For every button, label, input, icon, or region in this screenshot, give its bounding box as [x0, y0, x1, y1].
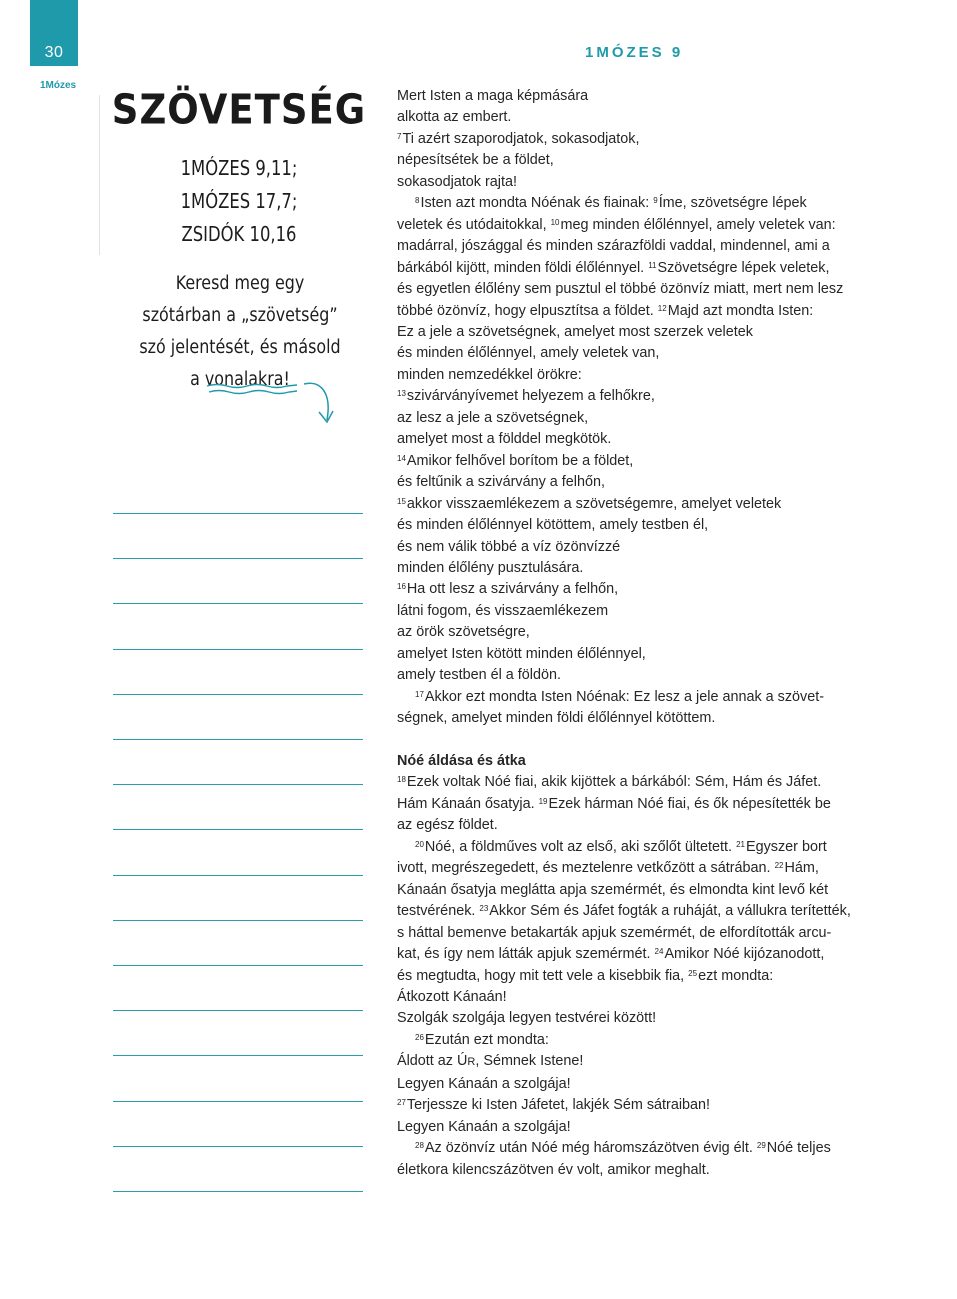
- spacer: [397, 730, 869, 751]
- verse-number: 7: [397, 131, 402, 141]
- text-line: Hám Kánaán ősatyja. $^{19}$Ezek hárman Nóé fiai, és ők népesítették be: [397, 795, 831, 812]
- writing-line: [113, 829, 363, 830]
- writing-line: [113, 739, 363, 740]
- text-line: és egyetlen élőlény sem pusztul el többé özönvíz miatt, mert nem lesz: [397, 281, 844, 298]
- writing-line: [113, 875, 363, 876]
- text-line: Áldott az ÚR, Sémnek Istene!: [397, 1053, 584, 1070]
- writing-line: [113, 1101, 363, 1102]
- text-line: $^{20}$Nóé, a földműves volt az első, aki szőlőt ültetett. $^{21}$Egyszer bort: [415, 838, 827, 855]
- verse-number: 15: [397, 496, 406, 506]
- running-header: 1MÓZES 9: [585, 44, 684, 61]
- writing-line: [113, 649, 363, 650]
- instruction-line: szótárban a „szövetség”: [142, 305, 338, 326]
- writing-line: [113, 694, 363, 695]
- writing-line: [113, 920, 363, 921]
- writing-line: [113, 1010, 363, 1011]
- text-line: testvérének. $^{23}$Akkor Sém és Jáfet fogták a ruháját, a vállukra terítették,: [397, 903, 851, 920]
- text-line: Szolgák szolgája legyen testvérei között!: [397, 1010, 657, 1027]
- writing-line: [113, 784, 363, 785]
- text-line: és nem válik többé a víz özönvízzé: [397, 538, 621, 555]
- text-line: minden élőlény pusztulására.: [397, 559, 584, 576]
- text-line: madárral, jószággal és minden szárazföldi vaddal, mindennel, ami a: [397, 238, 830, 255]
- text-line: $^7$Ti azért szaporodjatok, sokasodjatok,: [397, 130, 640, 147]
- text-line: Legyen Kánaán a szolgája!: [397, 1118, 571, 1135]
- sidebar-instruction: [112, 268, 368, 396]
- text-line: Mert Isten a maga képmására: [397, 88, 589, 104]
- text-line: Kánaán ősatyja meglátta apja szemérmét, és elmondta kint levő két: [397, 881, 829, 898]
- writing-line: [113, 558, 363, 559]
- verse-number: 19: [538, 796, 548, 806]
- instruction-line: Keresd meg egy: [175, 273, 305, 294]
- text-line: $^{17}$Akkor ezt mondta Isten Nóénak: Ez lesz a jele annak a szövet-: [415, 688, 825, 705]
- text-line: népesítsétek be a földet,: [397, 152, 554, 169]
- text-line: $^8$Isten azt mondta Nóénak és fiainak: $^9$Íme, szövetségre lépek: [415, 195, 807, 212]
- verse-number: 13: [397, 389, 406, 399]
- instruction-line: szó jelentését, és másold: [139, 337, 341, 358]
- verse-number: 11: [648, 260, 657, 270]
- text-line: $^{18}$Ezek voltak Nóé fiai, akik kijöttek a bárkából: Sém, Hám és Jáfet.: [397, 774, 822, 791]
- sidebar-divider: [99, 95, 100, 255]
- verse-number: 17: [415, 689, 424, 699]
- writing-line: [113, 603, 363, 604]
- text-line: az örök szövetségre,: [397, 624, 530, 641]
- instruction-underlined-word: vonalakra!: [204, 369, 290, 390]
- section-heading: Nóé áldása és átka: [397, 753, 526, 770]
- text-line: az egész földet.: [397, 817, 498, 834]
- verse-number: 24: [654, 947, 664, 957]
- text-line: Ez a jele a szövetségnek, amelyet most szerzek veletek: [397, 323, 753, 340]
- reference: 1MÓZES 9,11;: [180, 156, 298, 180]
- writing-line: [113, 1191, 363, 1192]
- verse-number: 23: [479, 904, 489, 914]
- verse-number: 12: [657, 303, 667, 313]
- reference: 1MÓZES 17,7;: [180, 189, 298, 213]
- verse-number: 20: [415, 839, 424, 849]
- text-line: amely testben él a földön.: [397, 667, 561, 684]
- text-line: sokasodjatok rajta!: [397, 173, 517, 190]
- writing-line: [113, 1055, 363, 1056]
- text-line: ségnek, amelyet minden földi élőlénnyel kötöttem.: [397, 710, 716, 727]
- text-line: $^{28}$Az özönvíz után Nóé még háromszázötven évig élt. $^{29}$Nóé teljes: [415, 1140, 831, 1157]
- page-number: 30: [44, 44, 64, 61]
- reference: ZSIDÓK 10,16: [181, 222, 297, 246]
- instruction-prefix: a: [190, 369, 205, 390]
- text-line: Átkozott Kánaán!: [397, 989, 507, 1006]
- verse-number: 27: [397, 1098, 406, 1108]
- sidebar-title: SZÖVETSÉG: [111, 85, 367, 134]
- verse-number: 21: [736, 839, 745, 849]
- writing-line: [113, 965, 363, 966]
- text-line: és feltűnik a szivárvány a felhőn,: [397, 474, 605, 491]
- text-line: és minden élőlénnyel, amely veletek van,: [397, 345, 660, 362]
- text-line: ivott, megrészegedett, és meztelenre vetkőzött a sátrában. $^{22}$Hám,: [397, 860, 819, 877]
- verse-number: 8: [415, 196, 420, 206]
- verse-number: 25: [688, 968, 698, 978]
- book-label: 1Mózes: [40, 80, 77, 91]
- text-line: $^{15}$akkor visszaemlékezem a szövetségemre, amelyet veletek: [397, 495, 782, 512]
- sidebar-references: [108, 152, 370, 251]
- text-line: bárkából kijött, minden földi élőlénnyel. $^{11}$Szövetségre lépek veletek,: [397, 259, 830, 276]
- curved-arrow-icon: [302, 378, 338, 428]
- text-line: többé özönvíz, hogy elpusztítsa a földet. $^{12}$Majd azt mondta Isten:: [397, 302, 814, 319]
- writing-line: [113, 513, 363, 514]
- text-line: amelyet Isten kötött minden élőlénnyel,: [397, 645, 646, 662]
- writing-line: [113, 1146, 363, 1147]
- text-line: s háttal bemenve betakarták apjuk szemérmét, de elfordították arcu-: [397, 924, 832, 941]
- text-line: veletek és utódaitokkal, $^{10}$meg minden élőlénnyel, amely veletek van:: [397, 216, 836, 233]
- text-line: $^{13}$szivárványívemet helyezem a felhőkre,: [397, 388, 655, 405]
- text-line: kat, és így nem látták apjuk szemérmét. $^{24}$Amikor Nóé kijózanodott,: [397, 946, 825, 963]
- verse-number: 26: [415, 1032, 424, 1042]
- text-line: $^{14}$Amikor felhővel borítom be a földet,: [397, 452, 634, 469]
- text-line: látni fogom, és visszaemlékezem: [397, 602, 609, 619]
- text-line: $^{26}$Ezután ezt mondta:: [415, 1031, 549, 1048]
- verse-number: 10: [550, 217, 560, 227]
- verse-number: 16: [397, 582, 406, 592]
- text-line: és minden élőlénnyel kötöttem, amely testben él,: [397, 517, 709, 534]
- squiggle-underline: [205, 382, 300, 396]
- text-line: az lesz a jele a szövetségnek,: [397, 409, 589, 426]
- bible-text: [397, 86, 869, 1181]
- text-line: minden nemzedékkel örökre:: [397, 366, 582, 383]
- text-line: amelyet most a földdel megkötök.: [397, 431, 612, 448]
- text-line: Legyen Kánaán a szolgája!: [397, 1075, 571, 1092]
- verse-number: 18: [397, 775, 406, 785]
- verse-number: 22: [774, 861, 784, 871]
- verse-number: 9: [653, 196, 658, 206]
- page-number-tab: [30, 0, 78, 66]
- text-line: életkora kilencszázötven év volt, amikor meghalt.: [397, 1161, 710, 1178]
- verse-number: 29: [756, 1141, 766, 1151]
- text-line: és megtudta, hogy mit tett vele a kisebbik fia, $^{25}$ezt mondta:: [397, 967, 774, 984]
- verse-number: 28: [415, 1141, 424, 1151]
- verse-number: 14: [397, 453, 406, 463]
- text-line: alkotta az embert.: [397, 109, 512, 126]
- text-line: $^{27}$Terjessze ki Isten Jáfetet, lakjék Sém sátraiban!: [397, 1097, 711, 1114]
- text-line: $^{16}$Ha ott lesz a szivárvány a felhőn,: [397, 581, 619, 598]
